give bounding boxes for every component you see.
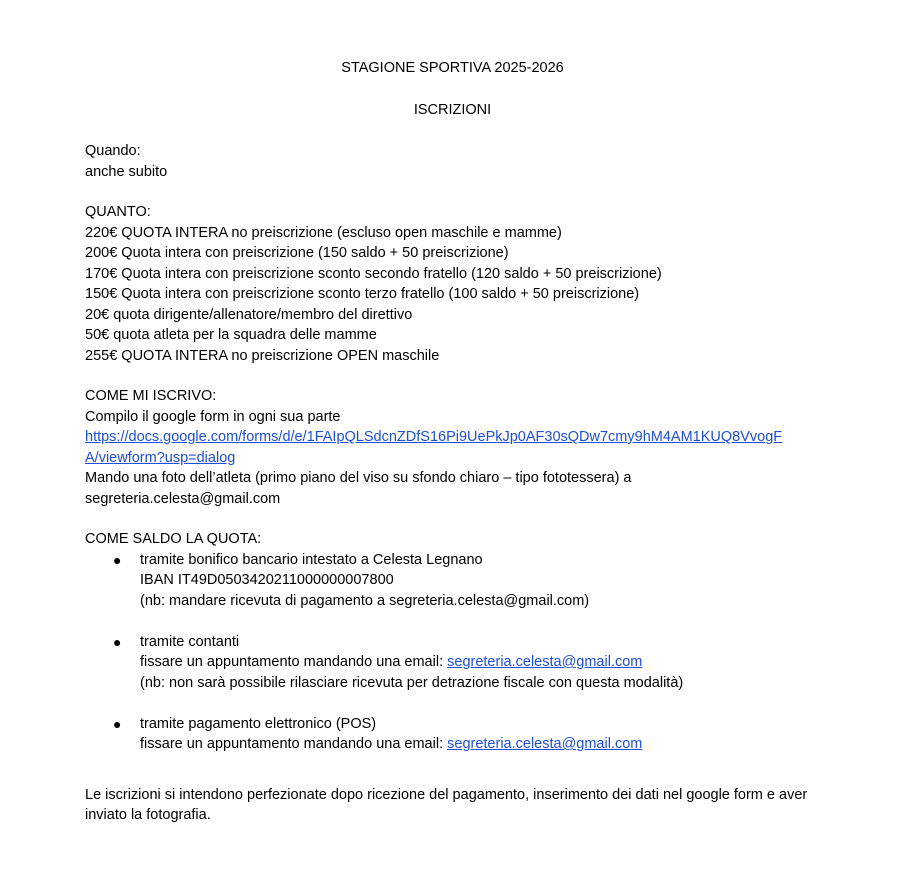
photo-instruction: Mando una foto dell’atleta (primo piano del viso su sfondo chiaro – tipo fototessera) a	[85, 470, 632, 486]
payment-method-pos	[85, 714, 825, 755]
bullet-icon: ●	[113, 633, 122, 650]
contanti-appointment-text: fissare un appuntamento mandando una email:	[140, 654, 448, 670]
section-saldo	[85, 529, 825, 755]
fee-item: 170€ Quota intera con preiscrizione sconto secondo fratello (120 saldo + 50 preiscrizione)	[85, 265, 662, 282]
iscrizione-instruction: Compilo il google form in ogni sua parte	[85, 408, 341, 425]
google-form-link-line2[interactable]: A/viewform?usp=dialog	[85, 449, 236, 466]
iscrizione-label: COME MI ISCRIVO:	[85, 388, 217, 404]
google-form-link[interactable]	[85, 427, 825, 468]
contanti-title: tramite contanti	[140, 633, 240, 650]
section-quanto	[85, 202, 825, 366]
quando-label: Quando:	[85, 143, 141, 159]
section-iscrizione	[85, 386, 825, 509]
section-quando	[85, 141, 825, 182]
bullet-icon: ●	[113, 715, 122, 732]
contanti-appointment	[140, 652, 825, 673]
photo-email: segreteria.celesta@gmail.com	[85, 490, 281, 507]
page-subtitle: ISCRIZIONI	[413, 101, 492, 118]
bonifico-note: (nb: mandare ricevuta di pagamento a segreteria.celesta@gmail.com)	[140, 592, 590, 609]
fee-item: 220€ QUOTA INTERA no preiscrizione (escluso open maschile e mamme)	[85, 224, 562, 241]
payment-method-bonifico	[85, 550, 825, 612]
bonifico-title: tramite bonifico bancario intestato a Celesta Legnano	[140, 551, 483, 568]
fee-item: 50€ quota atleta per la squadra delle mamme	[85, 327, 377, 343]
pos-appointment-text: fissare un appuntamento mandando una email:	[140, 736, 448, 752]
quanto-label: QUANTO:	[85, 204, 151, 220]
fee-item: 150€ Quota intera con preiscrizione sconto terzo fratello (100 saldo + 50 preiscrizione)	[85, 286, 640, 302]
document-page	[85, 58, 825, 826]
google-form-link-line1[interactable]: https://docs.google.com/forms/d/e/1FAIpQLSdcnZDfS16Pi9UePkJp0AF30sQDw7cmy9hM4AM1KUQ8VvogF	[85, 429, 783, 445]
footer-note: Le iscrizioni si intendono perfezionate dopo ricezione del pagamento, inserimento dei dati nel google form e aver inviato la fotografia.	[85, 786, 808, 823]
pos-email-link[interactable]: segreteria.celesta@gmail.com	[447, 736, 643, 752]
pos-appointment	[140, 734, 825, 755]
bonifico-iban: IBAN IT49D0503420211000000007800	[140, 572, 394, 588]
fee-item: 20€ quota dirigente/allenatore/membro del direttivo	[85, 306, 413, 323]
payment-method-contanti	[85, 632, 825, 694]
pos-title: tramite pagamento elettronico (POS)	[140, 715, 377, 732]
season-title: STAGIONE SPORTIVA 2025-2026	[341, 60, 564, 76]
saldo-label: COME SALDO LA QUOTA:	[85, 531, 262, 547]
quando-value: anche subito	[85, 163, 168, 180]
contanti-email-link[interactable]: segreteria.celesta@gmail.com	[447, 654, 643, 670]
bullet-icon: ●	[113, 551, 122, 568]
fee-item: 200€ Quota intera con preiscrizione (150 saldo + 50 preiscrizione)	[85, 245, 509, 261]
contanti-note: (nb: non sarà possibile rilasciare ricevuta per detrazione fiscale con questa modalità)	[140, 674, 684, 691]
payment-methods-list	[85, 550, 825, 755]
fee-item: 255€ QUOTA INTERA no preiscrizione OPEN maschile	[85, 347, 440, 364]
